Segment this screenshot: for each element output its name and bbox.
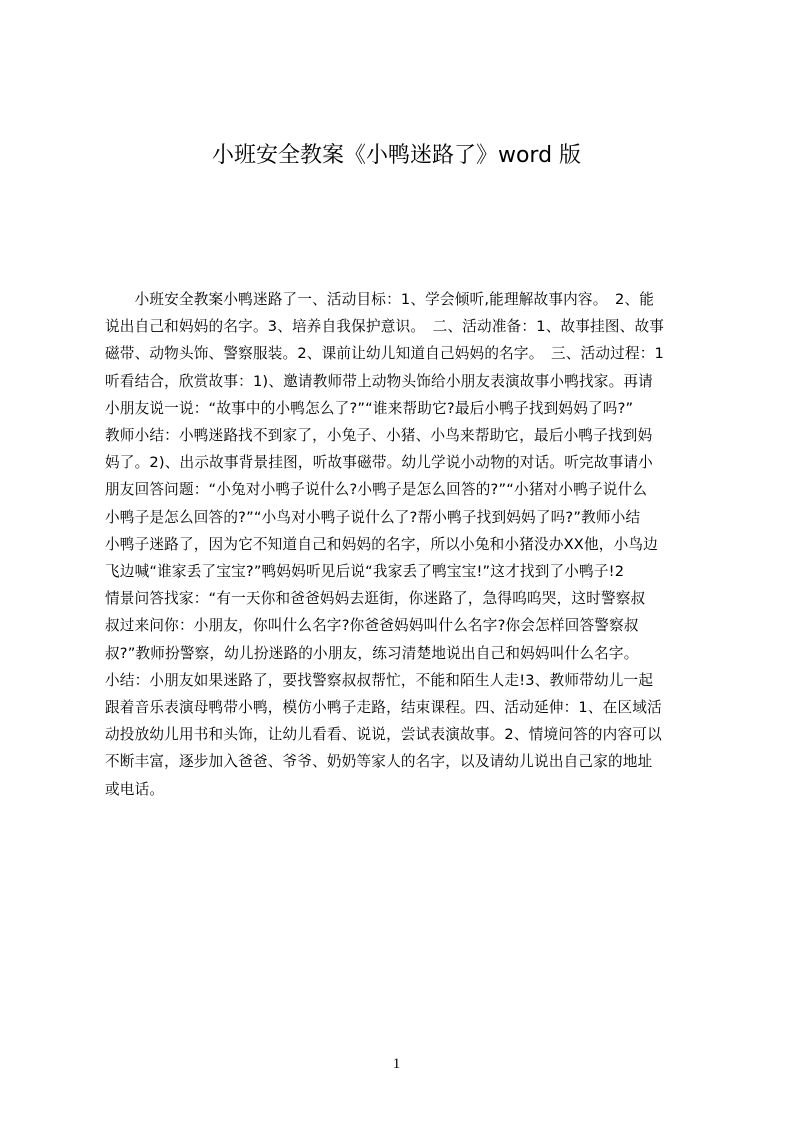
body-line: 或电话。 [105, 780, 165, 798]
body-line: 叔过来问你：小朋友，你叫什么名字?你爸爸妈妈叫什么名字?你会怎样回答警察叔 [105, 617, 639, 635]
body-line: 不断丰富，逐步加入爸爸、爷爷、奶奶等家人的名字，以及请幼儿说出自己家的地址 [105, 753, 653, 771]
body-line: 跟着音乐表演母鸭带小鸭，模仿小鸭子走路，结束课程。四、活动延伸：1、在区域活 [105, 699, 662, 717]
body-line: 动投放幼儿用书和头饰，让幼儿看看、说说，尝试表演故事。2、情境问答的内容可以 [105, 726, 662, 744]
body-line: 小结：小朋友如果迷路了，要找警察叔叔帮忙，不能和陌生人走!3、教师带幼儿一起 [105, 671, 654, 689]
body-line: 听看结合，欣赏故事：1)、邀请教师带上动物头饰给小朋友表演故事小鸭找家。再请 [105, 372, 653, 390]
body-line: 妈了。2)、出示故事背景挂图，听故事磁带。幼儿学说小动物的对话。听完故事请小 [105, 454, 653, 472]
document-body [105, 286, 697, 803]
body-line: 情景问答找家：“有一天你和爸爸妈妈去逛街，你迷路了，急得呜呜哭，这时警察叔 [105, 590, 646, 608]
page-number: 1 [392, 1056, 401, 1072]
body-line: 小鸭子迷路了，因为它不知道自己和妈妈的名字，所以小兔和小猪没办XX他，小鸟边 [105, 535, 658, 553]
body-line: 教师小结：小鸭迷路找不到家了，小兔子、小猪、小鸟来帮助它，最后小鸭子找到妈 [105, 427, 653, 445]
body-line: 小朋友说一说：“故事中的小鸭怎么了?”“谁来帮助它?最后小鸭子找到妈妈了吗?” [105, 399, 634, 417]
body-line: 小班安全教案小鸭迷路了一、活动目标：1、学会倾听,能理解故事内容。 2、能 [105, 291, 655, 308]
body-line: 朋友回答问题：“小兔对小鸭子说什么?小鸭子是怎么回答的?”“小猪对小鸭子说什么 [105, 481, 648, 499]
body-line: 小鸭子是怎么回答的?”“小鸟对小鸭子说什么了?帮小鸭子找到妈妈了吗?”教师小结 [105, 508, 641, 526]
body-line: 磁带、动物头饰、警察服装。2、课前让幼儿知道自己妈妈的名字。 三、活动过程：1 [105, 345, 665, 363]
document-title: 小班安全教案《小鸭迷路了》word 版 [211, 143, 582, 168]
body-line: 飞边喊“谁家丢了宝宝?”鸭妈妈听见后说“我家丢了鸭宝宝!”这才找到了小鸭子!2 [105, 563, 625, 581]
body-line: 叔?”教师扮警察，幼儿扮迷路的小朋友，练习清楚地说出自己和妈妈叫什么名字。 [105, 644, 639, 662]
body-line: 说出自己和妈妈的名字。3、培养自我保护意识。 二、活动准备：1、故事挂图、故事 [105, 318, 665, 336]
